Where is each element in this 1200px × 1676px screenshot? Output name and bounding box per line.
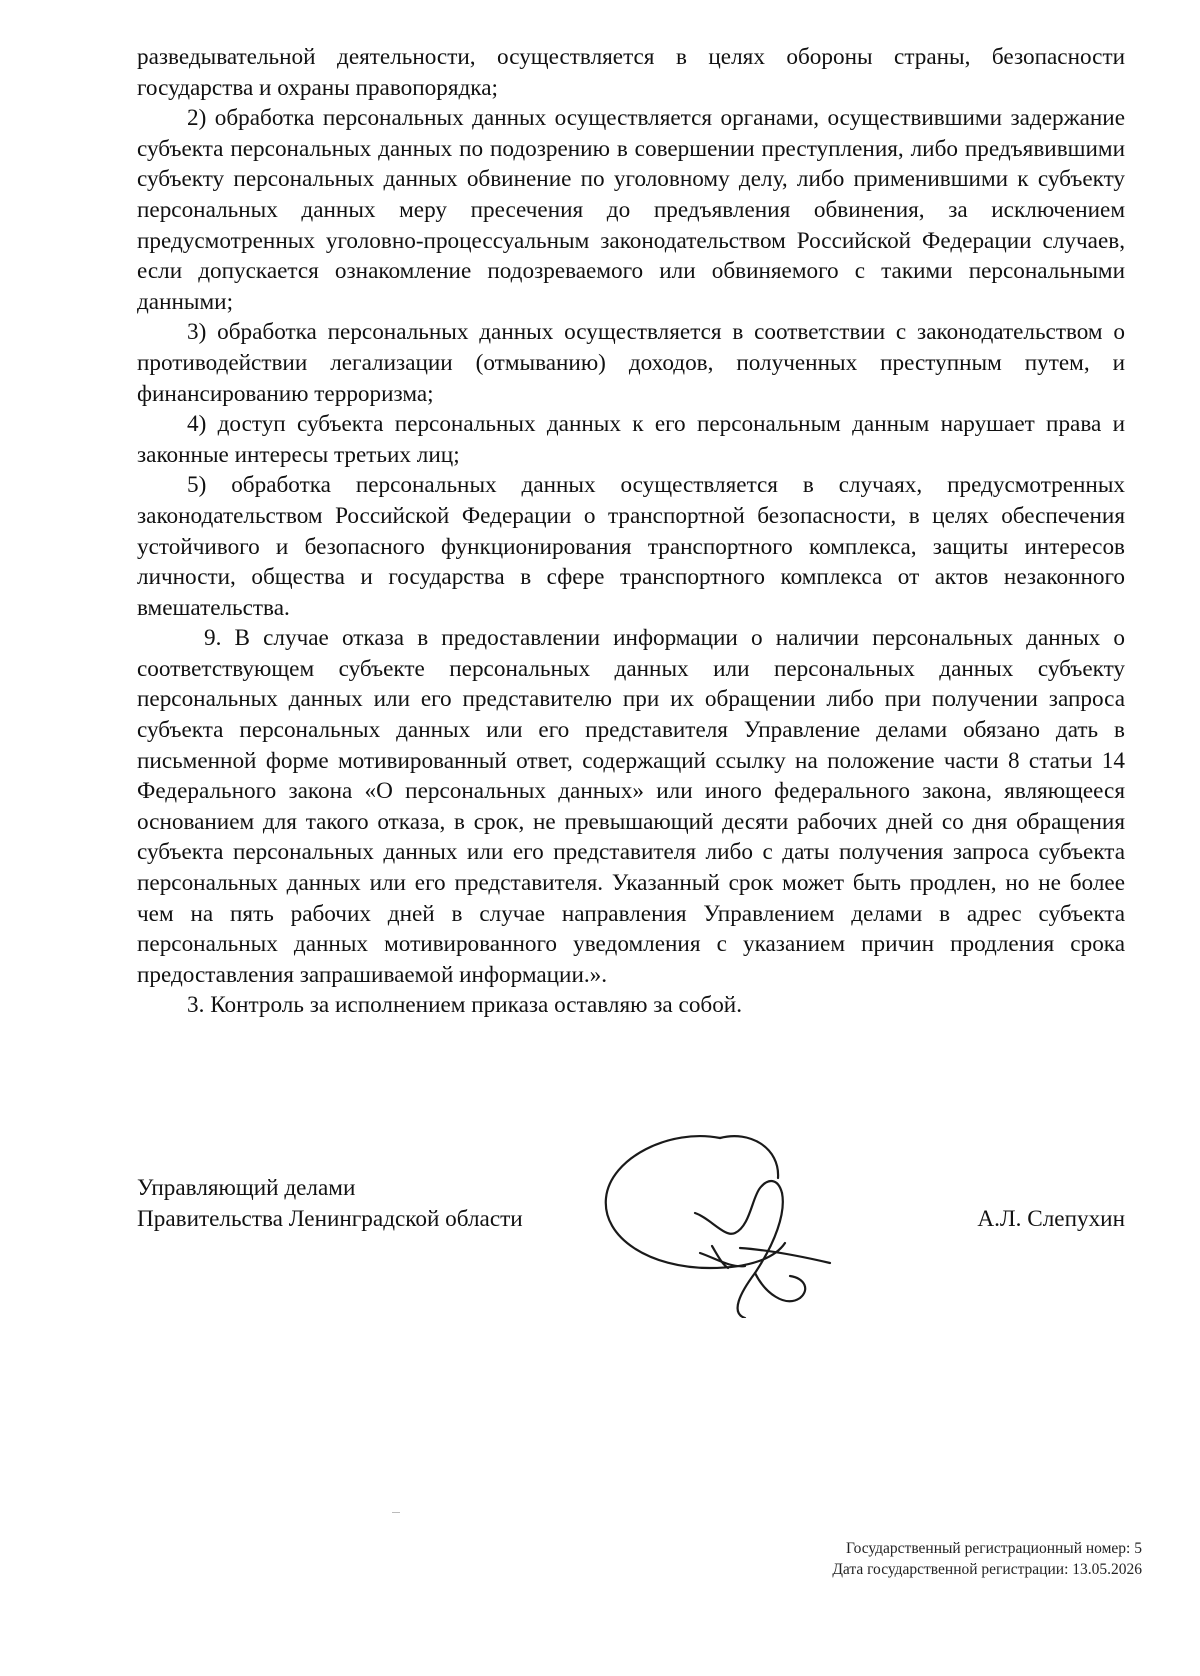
registration-info	[832, 1538, 1142, 1580]
handwritten-signature-icon	[600, 1118, 860, 1318]
paragraph-clause-3: 3. Контроль за исполнением приказа оставляю за собой.	[187, 992, 743, 1019]
scan-speck	[392, 1512, 400, 1513]
document-body	[137, 42, 1125, 1021]
signer-name: А.Л. Слепухин	[977, 1206, 1125, 1232]
paragraph-item-5: 5) обработка персональных данных осуществляется в случаях, предусмотренных законодательством Российской Федерации о транспортной безопасности, в целях обеспечения устойчивого и безопасного функционирования транспортного комплекса, защиты интересов личности, общества и государства в сфере транспортного комплекса от актов незаконного вмешательства.	[137, 472, 1125, 621]
registration-number: Государственный регистрационный номер: 5	[845, 1540, 1142, 1557]
signer-title-line-1: Управляющий делами	[137, 1175, 356, 1201]
paragraph-item-3: 3) обработка персональных данных осуществляется в соответствии с законодательством о противодействии легализации (отмыванию) доходов, полученных преступным путем, и финансированию терроризма;	[137, 319, 1125, 407]
paragraph-section-9: 9. В случае отказа в предоставлении информации о наличии персональных данных о соответствующем субъекте персональных данных или персональных данных субъекту персональных данных или его представителю при их обращении либо при получении запроса субъекта персональных данных или его представителя Управление делами обязано дать в письменной форме мотивированный ответ, содержащий ссылку на положение части 8 статьи 14 Федерального закона «О персональных данных» или иного федерального закона, являющееся основанием для такого отказа, в срок, не превышающий десяти рабочих дней со дня обращения субъекта персональных данных или его представителя либо с даты получения запроса субъекта персональных данных или его представителя. Указанный срок может быть продлен, но не более чем на пять рабочих дней в случае направления Управлением делами в адрес субъекта персональных данных мотивированного уведомления с указанием причин продления срока предоставления запрашиваемой информации.».	[137, 625, 1125, 988]
signer-title-line-2: Правительства Ленинградской области	[137, 1206, 523, 1232]
paragraph-item-2: 2) обработка персональных данных осуществляется органами, осуществившими задержание субъекта персональных данных по подозрению в совершении преступления, либо предъявившими субъекту персональных данных обвинение по уголовному делу, либо применившими к субъекту персональных данных меру пресечения до предъявления обвинения, за исключением предусмотренных уголовно-процессуальным законодательством Российской Федерации случаев, если допускается ознакомление подозреваемого или обвиняемого с такими персональными данными;	[137, 105, 1125, 315]
paragraph-continuation: разведывательной деятельности, осуществляется в целях обороны страны, безопасности государства и охраны правопорядка;	[137, 44, 1125, 101]
registration-date: Дата государственной регистрации: 13.05.2026	[832, 1561, 1142, 1578]
paragraph-item-4: 4) доступ субъекта персональных данных к его персональным данным нарушает права и законные интересы третьих лиц;	[137, 411, 1125, 468]
